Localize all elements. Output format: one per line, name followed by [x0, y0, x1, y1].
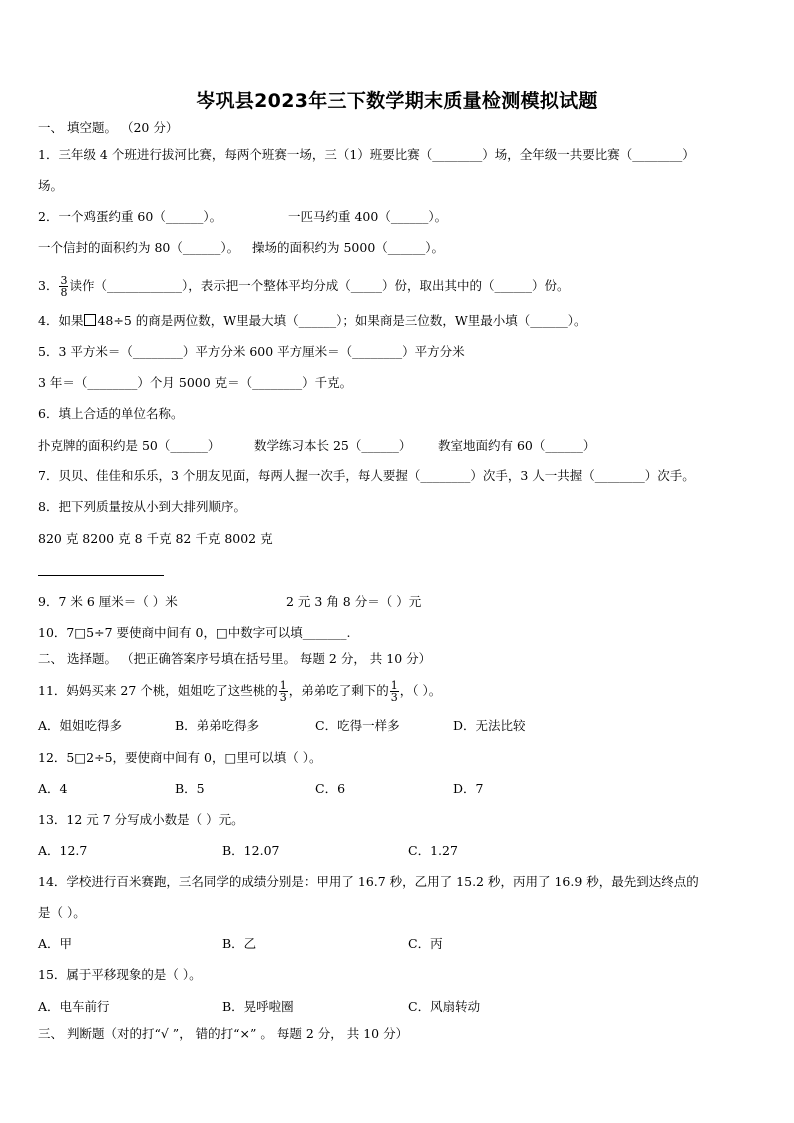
question-8: 8．把下列质量按从小到大排列顺序。	[38, 499, 246, 514]
question-6: 6．填上合适的单位名称。	[38, 406, 184, 421]
question-6-item-2: 数学练习本长 25（______）	[254, 438, 412, 453]
option-c[interactable]: C．吃得一样多	[315, 718, 400, 733]
question-12: 12．5□2÷5，要使商中间有 0，□里可以填（ ）。	[38, 750, 322, 765]
option-d[interactable]: D．7	[453, 781, 484, 796]
question-13: 13．12 元 7 分写成小数是（ ）元。	[38, 812, 244, 827]
fraction-denominator: 8	[60, 286, 68, 299]
section-2-heading: 二、 选择题。 （把正确答案序号填在括号里。 每题 2 分， 共 10 分）	[38, 651, 432, 666]
question-1-line-2: 场。	[38, 178, 64, 193]
option-b[interactable]: B．弟弟吃得多	[175, 718, 260, 733]
option-b[interactable]: B．5	[175, 781, 205, 796]
option-c[interactable]: C．风扇转动	[408, 999, 481, 1014]
question-2-left: 2．一个鸡蛋约重 60（______）。	[38, 209, 223, 224]
option-a[interactable]: A．4	[38, 781, 68, 796]
option-c[interactable]: C．丙	[408, 936, 443, 951]
option-a[interactable]: A．12.7	[38, 843, 88, 858]
option-a[interactable]: A．电车前行	[38, 999, 110, 1014]
question-3-number: 3．	[38, 278, 59, 293]
fraction-numerator: 1	[279, 679, 287, 692]
question-4-part-1: 里最大填（______）；如果商是三位数，	[236, 313, 455, 328]
question-4-part-2: 里最小填（______）。	[467, 313, 587, 328]
w-symbol: W	[223, 313, 237, 328]
w-symbol: W	[454, 313, 468, 328]
question-6-item-1: 扑克牌的面积约是 50（______）	[38, 438, 221, 453]
question-4-number: 4．如果	[38, 313, 84, 328]
blank-square-icon	[84, 314, 96, 326]
question-2b-right: 操场的面积约为 5000（______）。	[252, 240, 445, 255]
question-4-expression: 48÷5 的商是两位数，	[97, 313, 224, 328]
question-8-items: 820 克 8200 克 8 千克 82 千克 8002 克	[38, 531, 273, 546]
fraction-three-eighths	[59, 275, 68, 298]
question-3	[38, 275, 569, 298]
option-a[interactable]: A．甲	[38, 936, 73, 951]
option-c[interactable]: C．1.27	[408, 843, 458, 858]
question-6-item-3: 教室地面约有 60（______）	[438, 438, 596, 453]
section-3-heading: 三、 判断题（对的打“√ ”， 错的打“×” 。 每题 2 分， 共 10 分）	[38, 1026, 409, 1041]
option-d[interactable]: D．无法比较	[453, 718, 526, 733]
question-4	[38, 312, 587, 330]
question-14-line-1: 14．学校进行百米赛跑，三名同学的成绩分别是：甲用了 16.7 秒，乙用了 15.2 秒，丙用了 16.9 秒，最先到达终点的	[38, 874, 699, 889]
question-9-right: 2 元 3 角 8 分＝（ ）元	[286, 594, 422, 609]
answer-line	[38, 575, 164, 576]
question-14-line-2: 是（ ）。	[38, 905, 86, 920]
option-b[interactable]: B．乙	[222, 936, 257, 951]
question-1-line-1: 1．三年级 4 个班进行拔河比赛，每两个班赛一场，三（1）班要比赛（________）场，全年级一共要比赛（________）	[38, 147, 695, 162]
option-c[interactable]: C．6	[315, 781, 346, 796]
question-7: 7．贝贝、佳佳和乐乐，3 个朋友见面，每两人握一次手，每人要握（________）次手，3 人一共握（________）次手。	[38, 468, 695, 483]
question-11-part-3: ，（ ）。	[399, 683, 442, 698]
question-2-right: 一匹马约重 400（______）。	[288, 209, 448, 224]
question-15: 15．属于平移现象的是（ ）。	[38, 967, 202, 982]
question-11-part-2: ，弟弟吃了剩下的	[288, 683, 389, 698]
fraction-denominator: 3	[390, 691, 398, 704]
question-9-left: 9．7 米 6 厘米＝（ ）米	[38, 594, 178, 609]
option-b[interactable]: B．12.07	[222, 843, 280, 858]
question-11	[38, 680, 441, 703]
question-5-line-2: 3 年＝（________）个月 5000 克＝（________）千克。	[38, 375, 353, 390]
option-a[interactable]: A．姐姐吃得多	[38, 718, 123, 733]
fraction-numerator: 1	[390, 679, 398, 692]
fraction-denominator: 3	[279, 691, 287, 704]
question-5-line-1: 5．3 平方米＝（________）平方分米 600 平方厘米＝（________）平方分米	[38, 344, 465, 359]
question-3-text: 读作（____________），表示把一个整体平均分成（_____）份，取出其中的（______）份。	[69, 278, 570, 293]
page-title: 岑巩县2023年三下数学期末质量检测模拟试题	[196, 90, 598, 112]
fraction-one-third	[390, 680, 399, 703]
fraction-numerator: 3	[60, 274, 68, 287]
question-2b-left: 一个信封的面积约为 80（______）。	[38, 240, 240, 255]
fraction-one-third	[279, 680, 288, 703]
option-b[interactable]: B．晃呼啦圈	[222, 999, 294, 1014]
question-10: 10．7□5÷7 要使商中间有 0，□中数字可以填_______.	[38, 625, 351, 640]
question-11-part-1: 11．妈妈买来 27 个桃，姐姐吃了这些桃的	[38, 683, 278, 698]
section-1-heading: 一、 填空题。 （20 分）	[38, 120, 179, 135]
